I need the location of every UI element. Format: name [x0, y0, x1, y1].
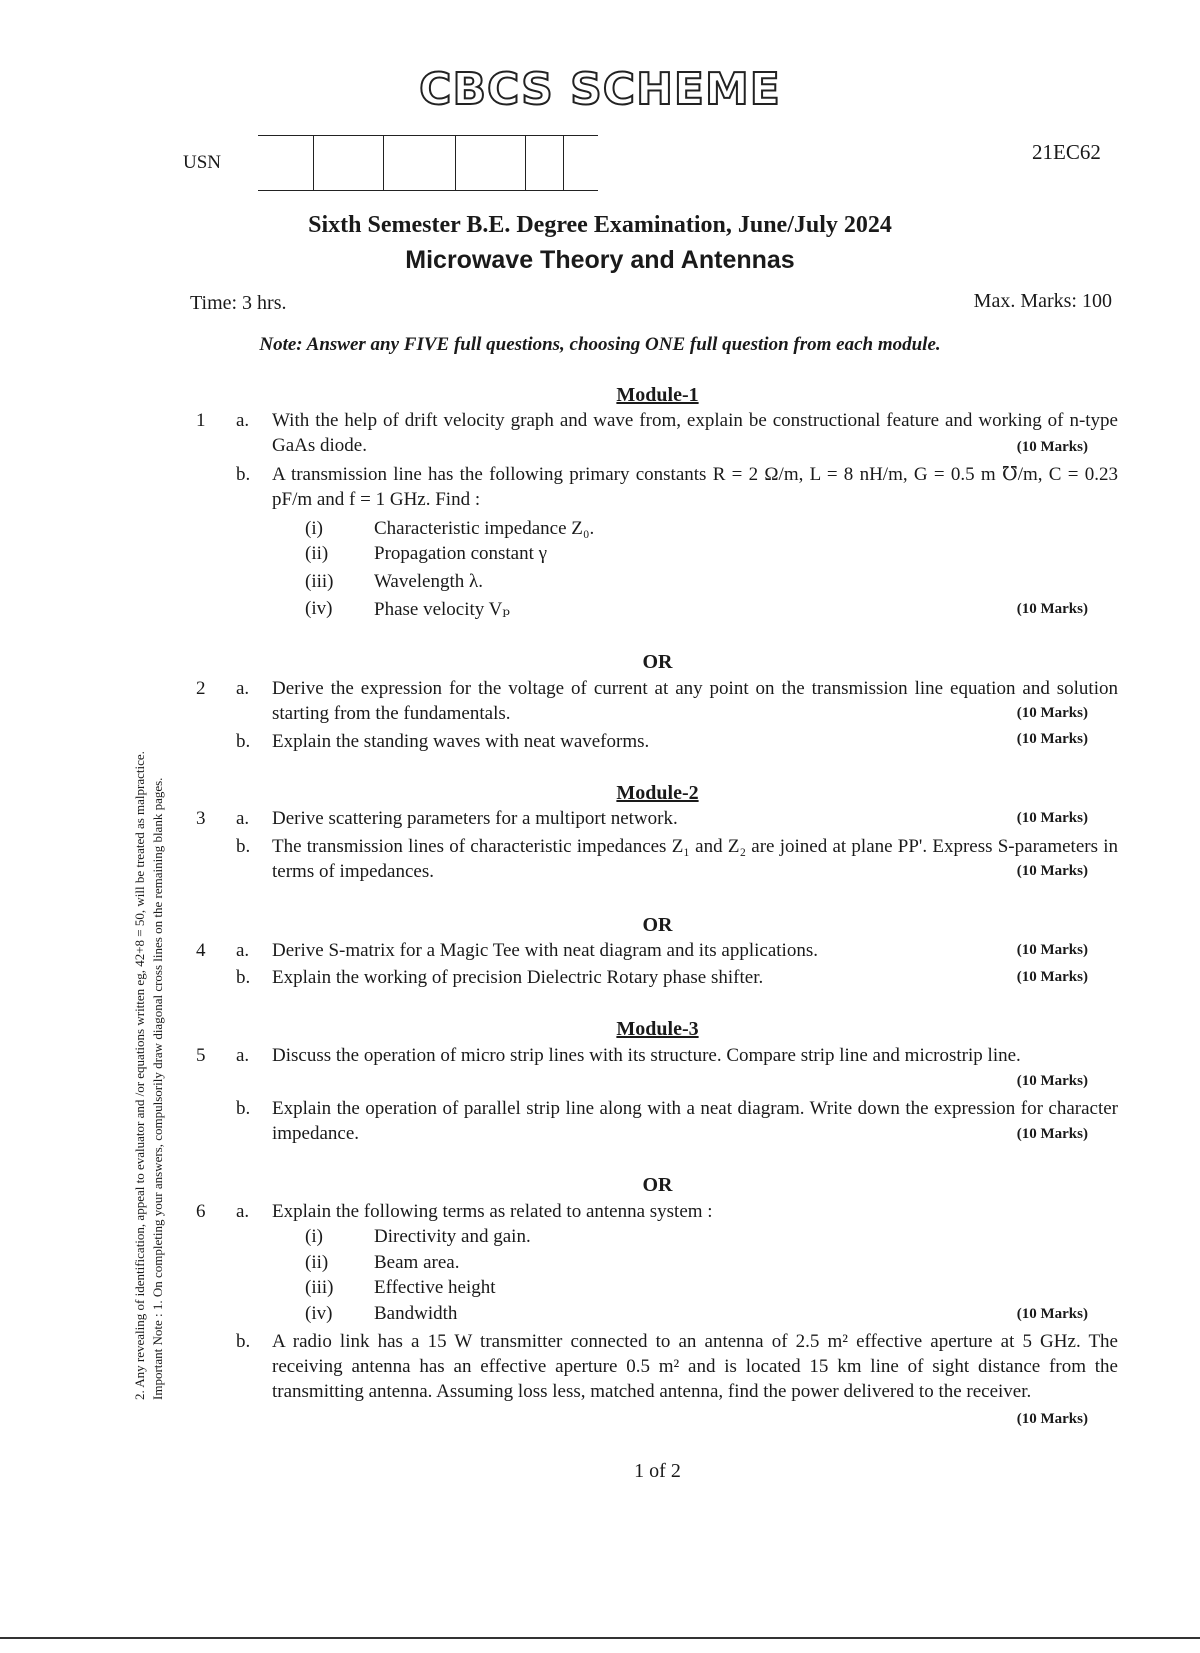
marks-label: (10 Marks): [1016, 1306, 1088, 1322]
max-marks: Max. Marks: 100: [973, 290, 1112, 312]
part-label: b.: [236, 1331, 251, 1352]
question-number: 5: [196, 1045, 206, 1066]
part-label: b.: [236, 836, 251, 857]
subpart-label: (iv): [305, 598, 333, 619]
marks-label: (10 Marks): [1016, 731, 1088, 747]
part-label: a.: [236, 410, 250, 431]
question-number: 4: [196, 940, 206, 961]
question-number: 2: [196, 678, 206, 699]
or-separator: OR: [642, 914, 673, 936]
part-label: a.: [236, 808, 250, 829]
question-text: A transmission line has the following primary constants R = 2 Ω/m, L = 8 nH/m, G = 0.5 m ℧/m, C = 0.23 pF/m and f = 1 GHz. Find :: [272, 464, 1118, 510]
subpart-text: Beam area.: [374, 1252, 460, 1273]
page-number: 1 of 2: [634, 1460, 681, 1482]
subpart-label: (i): [305, 518, 323, 539]
marks-label: (10 Marks): [1016, 942, 1088, 958]
subpart-label: (iii): [305, 571, 334, 592]
side-important-note-line2: 2. Any revealing of identification, appeal to evaluator and /or equations written eg, 42+8 = 50, will be treated as malpractice.: [132, 751, 147, 1400]
usn-cell-divider: [313, 136, 314, 190]
subpart-text: Propagation constant γ: [374, 543, 548, 564]
subpart-text: Phase velocity Vₚ: [374, 599, 511, 620]
part-label: b.: [236, 1098, 251, 1119]
question-text: A radio link has a 15 W transmitter connected to an antenna of 2.5 m² effective aperture at 5 GHz. The receiving antenna has an effective aperture 0.5 m² and is located 15 km line of sight distance from the transmitting antenna. Assuming loss less, matched antenna, find the power delivered to the receiver.: [272, 1331, 1118, 1402]
marks-label: (10 Marks): [1016, 705, 1088, 721]
usn-cell-divider: [525, 136, 526, 190]
time-allowed: Time: 3 hrs.: [190, 292, 287, 314]
exam-title: Sixth Semester B.E. Degree Examination, June/July 2024: [308, 212, 892, 238]
question-text: With the help of drift velocity graph and wave from, explain be constructional feature and working of n-type GaAs diode.: [272, 410, 1118, 456]
or-separator: OR: [642, 651, 673, 673]
subpart-text: Wavelength λ.: [374, 571, 483, 592]
module-2-heading: Module-2: [616, 782, 699, 804]
page-bottom-rule: [0, 1637, 1200, 1639]
usn-entry-boxes: [258, 135, 598, 191]
marks-label: (10 Marks): [1016, 601, 1088, 617]
cbcs-scheme-stamp: CBCS SCHEME: [419, 64, 781, 115]
part-label: a.: [236, 1045, 250, 1066]
subpart-label: (i): [305, 1226, 323, 1247]
or-separator: OR: [642, 1174, 673, 1196]
question-number: 6: [196, 1201, 206, 1222]
question-text: The transmission lines of characteristic impedances Z₁ and Z₂ are joined at plane PP'. Express S-parameters in terms of impedances.: [272, 836, 1118, 882]
question-text: Explain the following terms as related to antenna system :: [272, 1201, 713, 1222]
part-label: a.: [236, 940, 250, 961]
marks-label: (10 Marks): [1016, 1073, 1088, 1089]
marks-label: (10 Marks): [1016, 969, 1088, 985]
part-label: b.: [236, 967, 251, 988]
subject-code: 21EC62: [1032, 140, 1101, 164]
part-label: a.: [236, 678, 250, 699]
marks-label: (10 Marks): [1016, 863, 1088, 879]
subpart-label: (iii): [305, 1277, 334, 1298]
question-text: Discuss the operation of micro strip lines with its structure. Compare strip line and microstrip line.: [272, 1045, 1021, 1066]
marks-label: (10 Marks): [1016, 1411, 1088, 1427]
subpart-text: Effective height: [374, 1277, 496, 1298]
usn-cell-divider: [455, 136, 456, 190]
question-number: 3: [196, 808, 206, 829]
side-important-note-line1: Important Note : 1. On completing your answers, compulsorily draw diagonal cross lines on the remaining blank pages.: [150, 777, 165, 1400]
marks-label: (10 Marks): [1016, 810, 1088, 826]
question-text: Derive S-matrix for a Magic Tee with neat diagram and its applications.: [272, 940, 818, 961]
usn-cell-divider: [563, 136, 564, 190]
marks-label: (10 Marks): [1016, 439, 1088, 455]
subpart-label: (ii): [305, 543, 329, 564]
question-text: Explain the operation of parallel strip line along with a neat diagram. Write down the expression for character impedance.: [272, 1098, 1118, 1144]
part-label: b.: [236, 731, 251, 752]
instructions-note: Note: Answer any FIVE full questions, choosing ONE full question from each module.: [259, 334, 941, 355]
question-text: Derive the expression for the voltage of current at any point on the transmission line equation and solution starting from the fundamentals.: [272, 678, 1118, 724]
question-text: Derive scattering parameters for a multiport network.: [272, 808, 678, 829]
question-text: Explain the working of precision Dielectric Rotary phase shifter.: [272, 967, 764, 988]
part-label: b.: [236, 464, 251, 485]
module-1-heading: Module-1: [616, 384, 699, 406]
module-3-heading: Module-3: [616, 1018, 699, 1040]
question-text: Explain the standing waves with neat waveforms.: [272, 731, 650, 752]
marks-label: (10 Marks): [1016, 1126, 1088, 1142]
subject-title: Microwave Theory and Antennas: [405, 246, 795, 274]
usn-label: USN: [183, 152, 222, 173]
subpart-label: (ii): [305, 1252, 329, 1273]
part-label: a.: [236, 1201, 250, 1222]
subpart-text: Directivity and gain.: [374, 1226, 531, 1247]
subpart-text: Characteristic impedance Z₀.: [374, 518, 595, 539]
question-number: 1: [196, 410, 206, 431]
subpart-label: (iv): [305, 1303, 333, 1324]
subpart-text: Bandwidth: [374, 1303, 458, 1324]
usn-cell-divider: [383, 136, 384, 190]
